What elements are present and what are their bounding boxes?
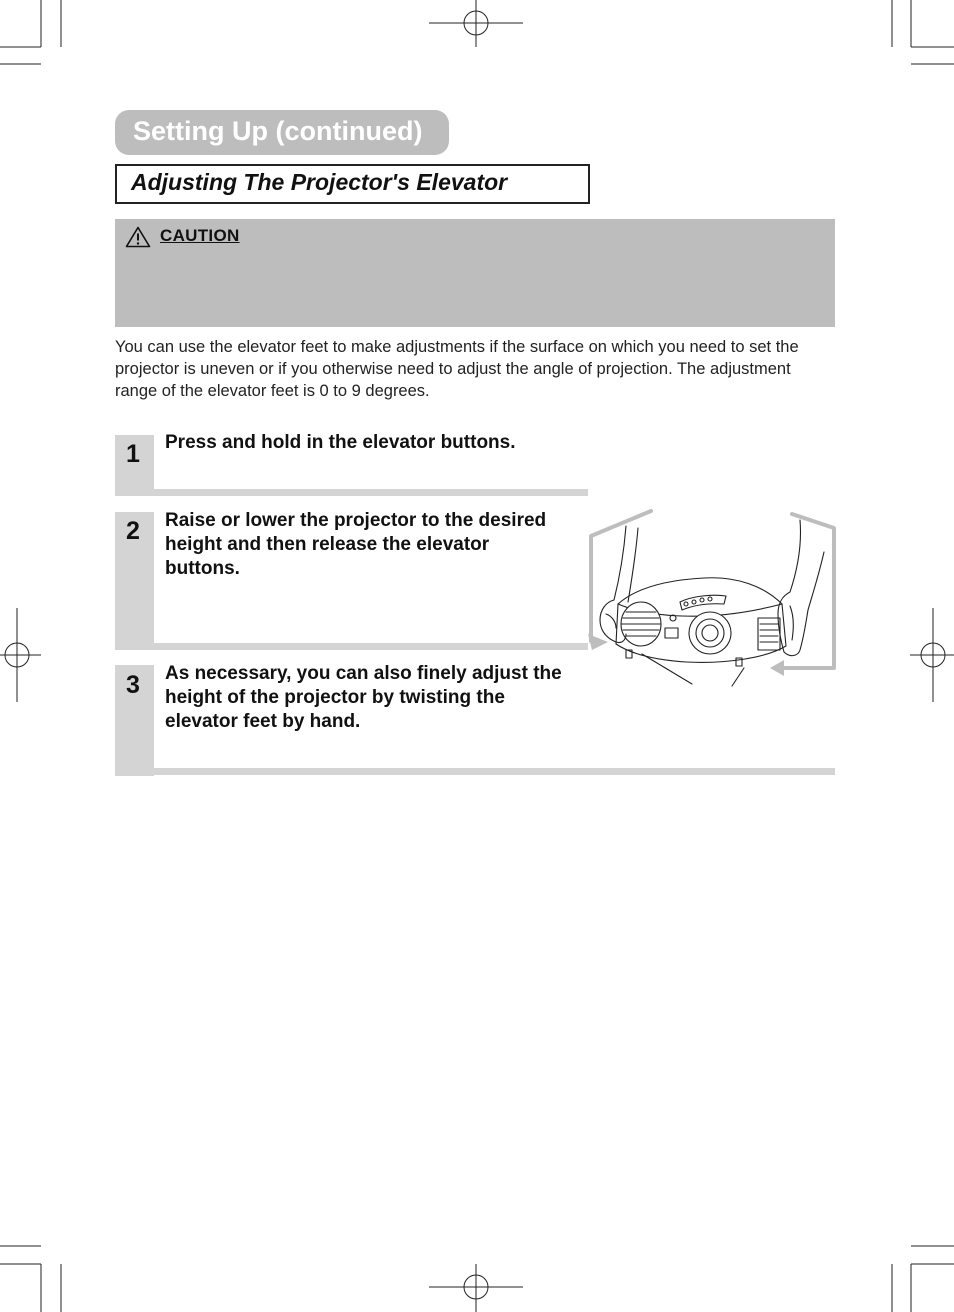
caution-label: CAUTION — [160, 226, 240, 245]
step-1-text: Press and hold in the elevator buttons. — [165, 432, 516, 453]
step-3-base — [115, 768, 835, 775]
step-1-number: 1 — [126, 440, 140, 468]
step-3-number: 3 — [126, 671, 140, 699]
subsection-title: Adjusting The Projector's Elevator — [131, 169, 508, 195]
intro-paragraph: You can use the elevator feet to make adjustments if the surface on which you need to set the projector is uneven or if you otherwise need to adjust the angle of projection. The adjustment range of the elevator feet is 0 to 9 degrees. — [115, 338, 799, 400]
projector-elevator-illustration — [586, 506, 838, 688]
caution-box — [115, 219, 835, 327]
section-title-pill — [115, 110, 449, 155]
step-2-number: 2 — [126, 517, 140, 545]
subsection-title-box — [115, 164, 590, 204]
step-2-text: Raise or lower the projector to the desired height and then release the elevator buttons. — [165, 510, 547, 579]
step-1-base — [115, 489, 588, 496]
section-title: Setting Up (continued) — [133, 116, 423, 146]
step-2-base — [115, 643, 588, 650]
step-3-text: As necessary, you can also finely adjust the height of the projector by twisting the elevator feet by hand. — [165, 663, 562, 732]
warning-triangle-icon — [125, 226, 151, 248]
